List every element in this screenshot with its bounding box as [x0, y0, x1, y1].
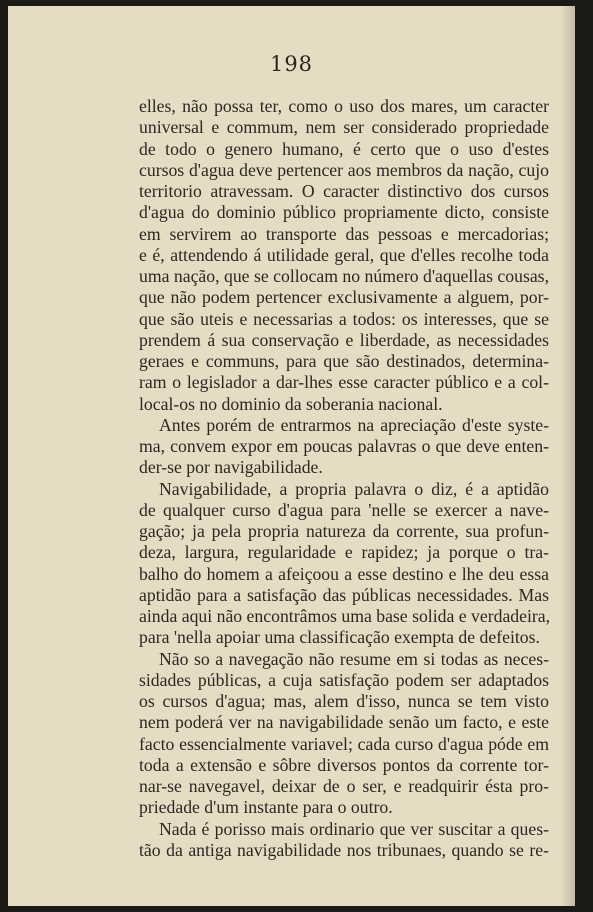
- text-line: balho do homem a afeiçoou a esse destino e lhe deu essa: [139, 563, 549, 584]
- text-line: elles, não possa ter, como o uso dos mares, um caracter: [139, 96, 549, 116]
- text-line: nar-se navegavel, deixar de o ser, e readquirir ésta pro-: [139, 776, 549, 796]
- text-line: os cursos d'agua; mas, alem d'isso, nunca se tem visto: [139, 691, 549, 711]
- text-line: aptidão para a satisfação das públicas necessidades. Mas: [139, 584, 549, 605]
- body-text: [139, 96, 549, 861]
- text-line: der-se por navigabilidade.: [139, 457, 323, 478]
- text-line: ma, convem expor em poucas palavras o que deve enten-: [139, 436, 549, 456]
- text-line: Antes porém de entrarmos na apreciação d'este syste-: [159, 414, 549, 435]
- text-line: gação; ja pela propria natureza da corrente, sua profun-: [139, 521, 549, 541]
- text-line: Nada é porisso mais ordinario que ver suscitar a ques-: [159, 818, 549, 839]
- text-line: sidades públicas, a cuja satisfação podem ser adaptados: [139, 669, 549, 690]
- text-line: cursos d'agua deve pertencer aos membros da nação, cujo: [139, 159, 549, 180]
- text-line: nem poderá ver na navigabilidade senão um facto, e este: [139, 712, 549, 733]
- text-line: priedade d'um instante para o outro.: [139, 797, 393, 818]
- text-line: de todo o genero humano, é certo que o uso d'estes: [139, 138, 549, 159]
- text-line: que não podem pertencer exclusivamente a alguem, por-: [139, 287, 549, 308]
- text-line: para 'nella apoiar uma classificação exempta de defeitos.: [139, 627, 540, 648]
- page-number: 198: [269, 52, 314, 76]
- text-line: ram o legislador a dar-lhes esse caracter público e a col-: [139, 372, 549, 393]
- text-line: geraes e communs, para que são destinados, determina-: [139, 351, 549, 371]
- text-line: Não so a navegação não resume em si todas as neces-: [159, 648, 549, 669]
- text-line: que são uteis e necessarias a todos: os interesses, que se: [139, 308, 549, 329]
- text-line: territorio atravessam. O caracter distinctivo dos cursos: [139, 181, 549, 201]
- book-page: [8, 6, 575, 906]
- text-line: universal e commum, nem ser considerado propriedade: [139, 117, 549, 138]
- text-line: toda a extensão e sôbre diversos pontos da corrente tor-: [139, 754, 549, 775]
- text-line: tão da antiga navigabilidade nos tribunaes, quando se re-: [139, 839, 549, 860]
- text-line: prendem á sua conservação e liberdade, as necessidades: [139, 329, 549, 350]
- text-line: em servirem ao transporte das pessoas e mercadorias;: [139, 223, 549, 244]
- text-line: ainda aqui não encontrâmos uma base solida e verdadeira,: [139, 606, 551, 626]
- text-line: local-os no dominio da soberania nacional.: [139, 393, 443, 414]
- text-line: de qualquer curso d'agua para 'nelle se exercer a nave-: [139, 499, 549, 520]
- text-line: facto essencialmente variavel; cada curso d'agua póde em: [139, 733, 549, 754]
- text-line: deza, largura, regularidade e rapidez; ja porque o tra-: [139, 542, 549, 563]
- text-line: Navigabilidade, a propria palavra o diz, é a aptidão: [159, 478, 549, 499]
- text-line: e é, attendendo á utilidade geral, que d'elles recolhe toda: [139, 244, 549, 265]
- text-line: d'agua do dominio público propriamente dicto, consiste: [139, 202, 549, 223]
- text-line: uma nação, que se collocam no número d'aquellas cousas,: [139, 266, 549, 286]
